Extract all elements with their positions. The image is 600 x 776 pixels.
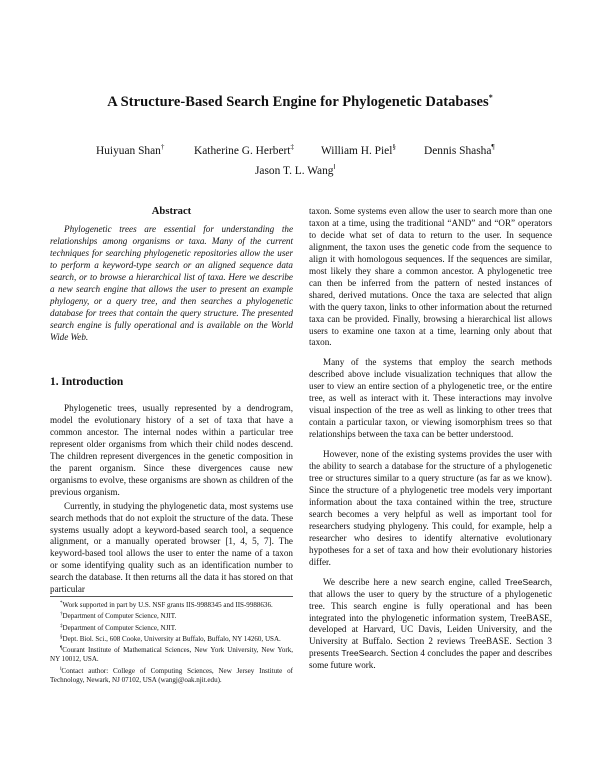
footnote: ‖Contact author: College of Computing Sciences, New Jersey Institute of Technology, Newark, NJ 07102, USA (wangj@oak.njit.edu). <box>50 666 293 685</box>
introduction-body <box>50 403 293 596</box>
footnotes <box>50 596 293 685</box>
author-list <box>0 137 600 177</box>
section-heading-introduction: 1. Introduction <box>50 376 124 388</box>
paper-title-text: A Structure-Based Search Engine for Phylogenetic Databases <box>107 94 489 110</box>
right-column <box>309 206 552 672</box>
title-footnote-mark: * <box>488 93 493 102</box>
abstract-text: Phylogenetic trees are essential for understanding the relationships among organisms or taxa. Many of the current techniques for searching phylogenetic repositories allow the user to perform a keyword-type search or an aligned sequence data search, or to browse a hierarchical list of taxa. Here we describe a new search engine that allows the user to present an example phylogeny, or a query tree, and then searches a phylogenetic database for trees that contain the query structure. The presented search engine is fully operational and is available on the World Wide Web. <box>50 224 293 342</box>
footnote: ¶Courant Institute of Mathematical Sciences, New York University, New York, NY 10012, USA. <box>50 646 293 664</box>
treesearch-name: TreeSearch <box>341 648 386 659</box>
right-paragraph-2: Many of the systems that employ the search methods described above include visualization techniques that allow the user to view an entire section of a phylogenetic tree, or the entire tree, as well as interact with it. These interactions may involve visual inspection of the tree as well as linking to other trees that contain a particular taxon, or viewing isomorphism trees so that relationships between the taxa can be better understood. <box>309 357 552 440</box>
footnote: †Department of Computer Science, NJIT. <box>60 612 177 621</box>
author: Katherine G. Herbert‡ <box>194 143 294 157</box>
author: William H. Piel§ <box>321 143 396 157</box>
treesearch-name: TreeSearch <box>505 576 550 587</box>
right-paragraph-3: However, none of the existing systems provides the user with the ability to search a database for the structure of a phylogenetic tree or structures similar to a query structure (as far as we know). Since the structure of a phylogenetic tree models very important information about the taxa contained within the tree, structure search becomes a very helpful as well as important tool for researchers studying phylogeny. This could, for example, help a researcher who desires to identify alternative evolutionary hypotheses for a set of taxa and how their evolutionary histories differ. <box>309 449 552 567</box>
abstract-heading: Abstract <box>151 206 192 217</box>
author: Huiyuan Shan† <box>96 143 165 157</box>
intro-paragraph-2: Currently, in studying the phylogenetic data, most systems use search methods that do not exploit the structure of the data. These systems usually adopt a keyword-based search tool, a sequence alignment, or a manually operated browser [1, 4, 5, 7]. The keyword-based tool allows the user to enter the name of a taxon or some identifying quality such as an identification number to search the database. It then returns all the data it has stored on that particular <box>50 500 293 595</box>
left-column <box>50 206 293 344</box>
author: Jason T. L. Wang‖ <box>255 163 336 177</box>
footnote: *Work supported in part by U.S. NSF grants IIS-9988345 and IIS-9988636. <box>60 601 273 609</box>
right-paragraph-4: We describe here a new search engine, called TreeSearch, that allows the user to query by the structure of a phylogenetic tree. This search engine is fully operational and has been integrated into the phylogenetic information system, TreeBASE, developed at Harvard, UC Davis, Leiden University, and the University at Buffalo. Section 2 reviews TreeBASE. Section 3 presents TreeSearch. Section 4 concludes the paper and describes some future work. <box>309 576 553 671</box>
paper-title <box>0 93 600 111</box>
footnote: §Dept. Biol. Sci., 608 Cooke, University at Buffalo, Buffalo, NY 14260, USA. <box>60 634 281 643</box>
right-paragraph-1: taxon. Some systems even allow the user to search more than one taxon at a time, using the traditional “AND” and “OR” operators to decide what set of data to return to the user. In sequence alignment, the taxon uses the genetic code from the sequence to align it with homologous sequences. If the sequences are similar, most likely they share a common ancestor. A phylogenetic tree can then be inferred from the pattern of nested instances of shared, derived mutations. Once the taxa are selected that align with the query taxon, links to other information about the returned taxa can be provided. Finally, browsing a hierarchical list allows users to examine one taxon at a time, learning only about that taxon. <box>309 206 552 348</box>
footnote: ‡Department of Computer Science, NJIT. <box>60 623 177 632</box>
intro-paragraph-1: Phylogenetic trees, usually represented by a dendrogram, model the evolutionary history of a set of taxa that have a common ancestor. The internal nodes within a particular tree represent older organisms from which their child nodes descend. The children represent divergences in the genetic composition in the parent organism. Since these divergences cause new organisms to evolve, these organisms are shown as children of the previous organism. <box>50 403 293 497</box>
author: Dennis Shasha¶ <box>424 143 495 157</box>
